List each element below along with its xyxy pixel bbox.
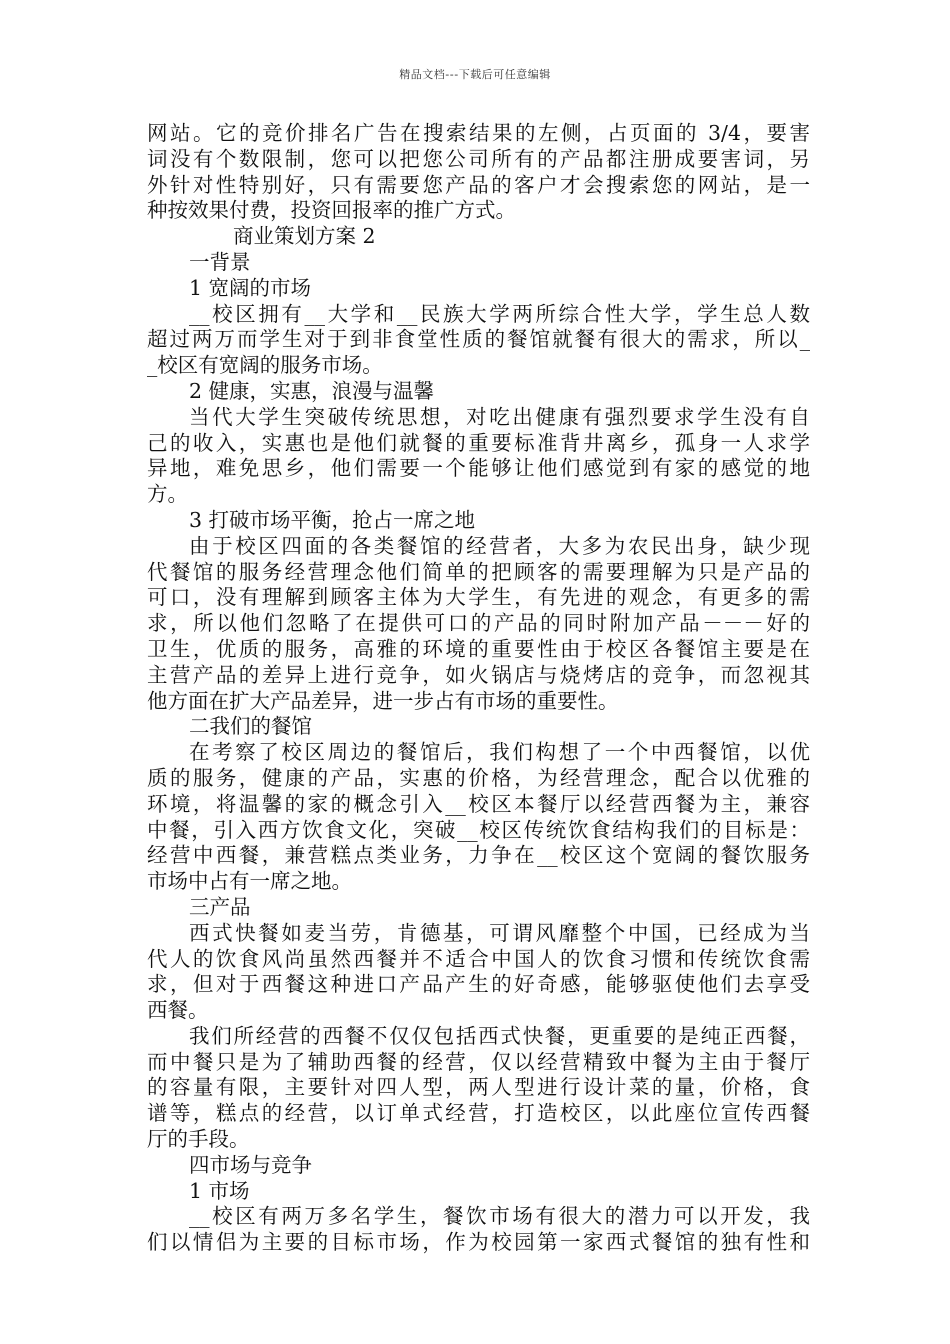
text-line: 市场中占有一席之地。 bbox=[147, 869, 352, 894]
text-line: 求，所以他们忽略了在提供可口的产品的同时附加产品－－－好的 bbox=[147, 611, 810, 636]
text-line: 代餐馆的服务经营理念他们简单的把顾客的需要理解为只是产品的 bbox=[147, 559, 810, 584]
text-line: 3 打破市场平衡，抢占一席之地 bbox=[189, 507, 476, 532]
text-line: 他方面在扩大产品差异，进一步占有市场的重要性。 bbox=[147, 688, 619, 713]
text-line: 卫生，优质的服务，高雅的环境的重要性由于校区各餐馆主要是在 bbox=[147, 636, 810, 661]
text-line: 种按效果付费，投资回报率的推广方式。 bbox=[147, 198, 516, 223]
text-line: 而中餐只是为了辅助西餐的经营，仅以经营精致中餐为主由于餐厅 bbox=[147, 1049, 810, 1074]
text-line: 1 市场 bbox=[189, 1178, 250, 1203]
text-line: 四市场与竞争 bbox=[189, 1152, 312, 1177]
text-line: 三产品 bbox=[189, 894, 251, 919]
text-line: 当代大学生突破传统思想，对吃出健康有强烈要求学生没有自 bbox=[189, 404, 810, 429]
text-line: 网站。它的竞价排名广告在搜索结果的左侧，占页面的 3/4，要害 bbox=[147, 121, 810, 145]
text-line: 的容量有限，主要针对四人型，两人型进行设计菜的量，价格，食 bbox=[147, 1075, 810, 1100]
text-line: 可口，没有理解到顾客主体为大学生，有先进的观念，有更多的需 bbox=[147, 585, 810, 610]
page-header: 精品文档---下载后可任意编辑 bbox=[399, 68, 551, 81]
text-line: 求，但对于西餐这种进口产品产生的好奇感，能够驱使他们去享受 bbox=[147, 972, 810, 997]
text-line: 外针对性特别好，只有需要您产品的客户才会搜索您的网站，是一 bbox=[147, 172, 810, 197]
text-line: 厅的手段。 bbox=[147, 1127, 250, 1152]
text-line: 由于校区四面的各类餐馆的经营者，大多为农民出身，缺少现 bbox=[189, 533, 810, 558]
text-line: 西式快餐如麦当劳，肯德基，可谓风靡整个中国，已经成为当 bbox=[189, 920, 810, 945]
text-line: 质的服务，健康的产品，实惠的价格，为经营理念，配合以优雅的 bbox=[147, 765, 810, 790]
text-line: 己的收入，实惠也是他们就餐的重要标准背井离乡，孤身一人求学 bbox=[147, 430, 810, 455]
text-line: _校区有宽阔的服务市场。 bbox=[147, 353, 383, 378]
text-line: 西餐。 bbox=[147, 998, 209, 1023]
text-line: 2 健康，实惠，浪漫与温馨 bbox=[189, 378, 435, 403]
text-line: 谱等，糕点的经营，以订单式经营，打造校区，以此座位宣传西餐 bbox=[147, 1101, 810, 1126]
text-line: 代人的饮食风尚虽然西餐并不适合中国人的饮食习惯和传统饮食需 bbox=[147, 946, 810, 971]
text-line: 中餐，引入西方饮食文化，突破__校区传统饮食结构我们的目标是： bbox=[147, 817, 810, 842]
text-line: 环境，将温馨的家的概念引入__校区本餐厅以经营西餐为主，兼容 bbox=[147, 791, 810, 816]
text-line: __校区拥有__大学和__民族大学两所综合性大学，学生总人数 bbox=[189, 301, 810, 326]
text-line: 方。 bbox=[147, 482, 188, 507]
text-line: 二我们的餐馆 bbox=[189, 714, 312, 739]
text-line: 一背景 bbox=[189, 249, 251, 274]
text-line: 异地，难免思乡，他们需要一个能够让他们感觉到有家的感觉的地 bbox=[147, 456, 810, 481]
text-line: 主营产品的差异上进行竞争，如火锅店与烧烤店的竞争，而忽视其 bbox=[147, 662, 810, 687]
text-line: 们以情侣为主要的目标市场，作为校园第一家西式餐馆的独有性和 bbox=[147, 1230, 810, 1255]
document-body bbox=[147, 121, 810, 1256]
text-line: 超过两万而学生对于到非食堂性质的餐馆就餐有很大的需求，所以_ bbox=[147, 327, 810, 352]
text-line: 商业策划方案 2 bbox=[233, 224, 376, 249]
text-line: __校区有两万多名学生，餐饮市场有很大的潜力可以开发，我 bbox=[189, 1204, 810, 1229]
text-line: 1 宽阔的市场 bbox=[189, 275, 312, 300]
text-line: 经营中西餐，兼营糕点类业务，力争在__校区这个宽阔的餐饮服务 bbox=[147, 843, 810, 868]
text-line: 词没有个数限制，您可以把您公司所有的产品都注册成要害词，另 bbox=[147, 146, 810, 171]
text-line: 在考察了校区周边的餐馆后，我们构想了一个中西餐馆，以优 bbox=[189, 740, 810, 765]
text-line: 我们所经营的西餐不仅仅包括西式快餐，更重要的是纯正西餐， bbox=[189, 1023, 810, 1048]
